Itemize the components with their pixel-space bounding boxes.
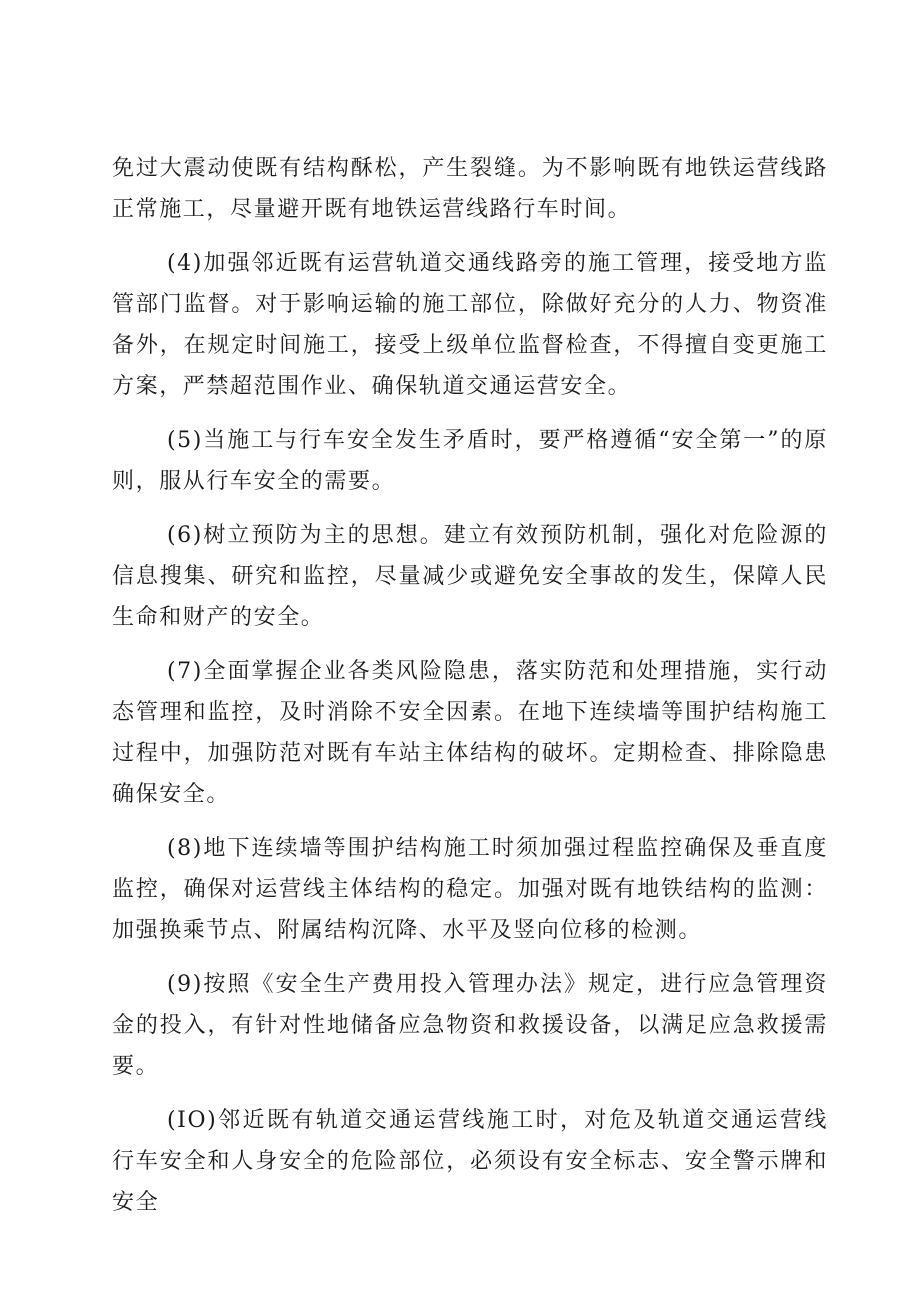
paragraph-item-5: (5)当施工与行车安全发生矛盾时，要严格遵循“安全第一”的原则，服从行车安全的需要。 <box>112 428 828 494</box>
paragraph-item-10: (IO)邻近既有轨道交通运营线施工时，对危及轨道交通运营线行车安全和人身安全的危险部位，必须设有安全标志、安全警示牌和安全 <box>112 1108 828 1215</box>
paragraph-item-9: (9)按照《安全生产费用投入管理办法》规定，进行应急管理资金的投入，有针对性地储备应急物资和救援设备，以满足应急救援需要。 <box>112 972 828 1079</box>
paragraph-continuation: 免过大震动使既有结构酥松，产生裂缝。为不影响既有地铁运营线路正常施工，尽量避开既有地铁运营线路行车时间。 <box>112 156 828 222</box>
paragraph-item-6: (6)树立预防为主的思想。建立有效预防机制，强化对危险源的信息搜集、研究和监控，尽量减少或避免安全事故的发生，保障人民生命和财产的安全。 <box>112 523 828 630</box>
document-page <box>112 148 828 1236</box>
paragraph-item-7: (7)全面掌握企业各类风险隐患，落实防范和处理措施，实行动态管理和监控，及时消除不安全因素。在地下连续墙等围护结构施工过程中，加强防范对既有车站主体结构的破坏。定期检查、排除隐患确保安全。 <box>112 659 828 807</box>
paragraph-item-4: (4)加强邻近既有运营轨道交通线路旁的施工管理，接受地方监管部门监督。对于影响运输的施工部位，除做好充分的人力、物资准备外，在规定时间施工，接受上级单位监督检查，不得擅自变更施工方案，严禁超范围作业、确保轨道交通运营安全。 <box>112 251 828 399</box>
paragraph-item-8: (8)地下连续墙等围护结构施工时须加强过程监控确保及垂直度监控，确保对运营线主体结构的稳定。加强对既有地铁结构的监测：加强换乘节点、附属结构沉降、水平及竖向位移的检测。 <box>112 836 828 943</box>
